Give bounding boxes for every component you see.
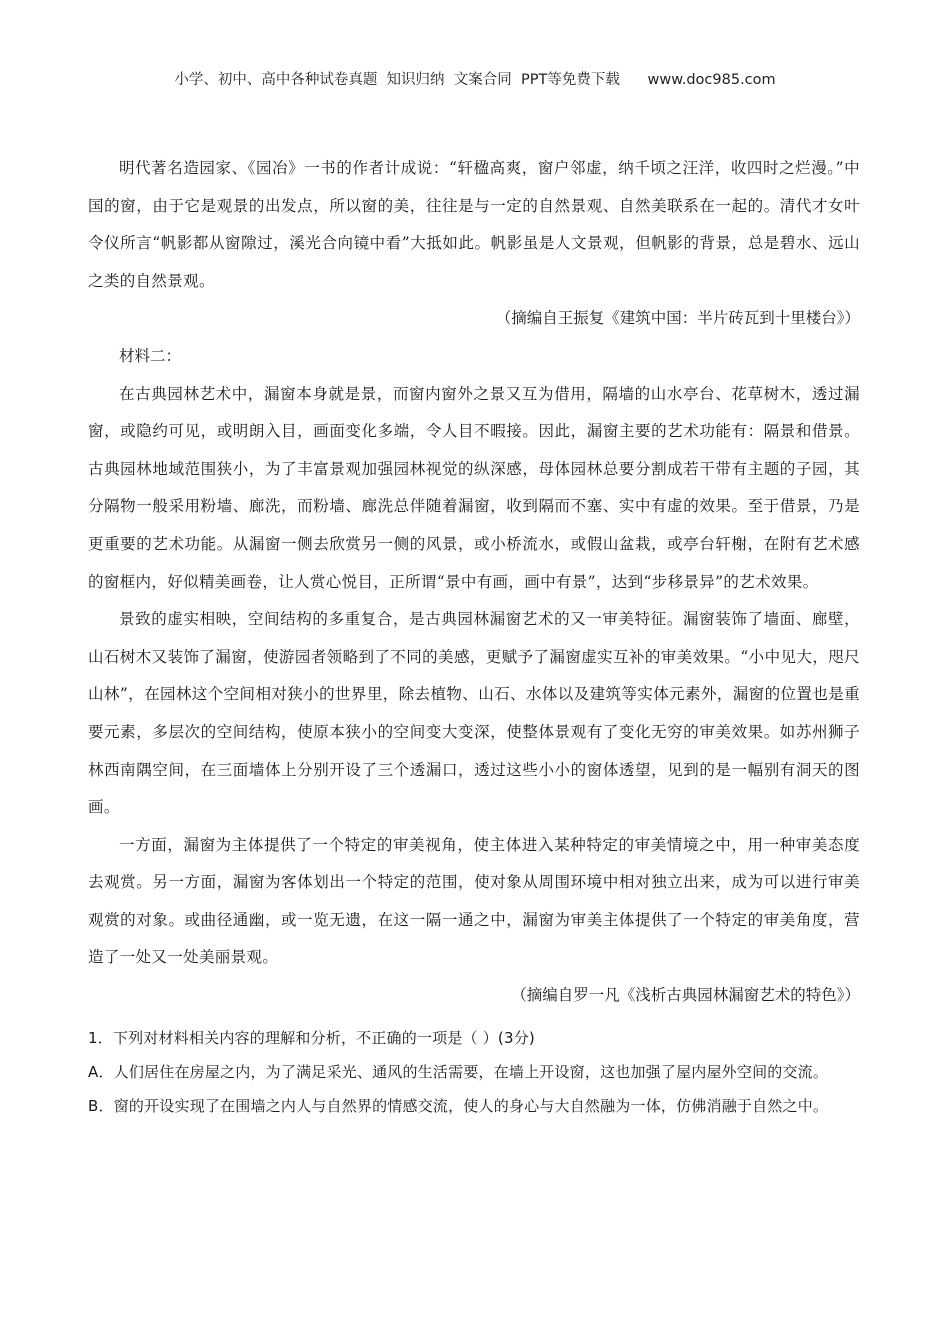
site-header: 小学、初中、高中各种试卷真题 知识归纳 文案合同 PPT等免费下载 www.doc985.com (174, 72, 776, 88)
option-a: A．人们居住在房屋之内，为了满足采光、通风的生活需要，在墙上开设窗，这也加强了屋内屋外空间的交流。 (88, 1062, 829, 1081)
material2-paragraph-3: 一方面，漏窗为主体提供了一个特定的审美视角，使主体进入某种特定的审美情境之中，用一种审美态度去观赏。另一方面，漏窗为客体划出一个特定的范围，使对象从周围环境中相对独立出来，成为可以进行审美观赏的对象。或曲径通幽，或一览无遗，在这一隔一通之中，漏窗为审美主体提供了一个特定的审美角度，营造了一处又一处美丽景观。 (88, 835, 860, 967)
question-block (88, 1021, 860, 1123)
option-b: B．窗的开设实现了在围墙之内人与自然界的情感交流，使人的身心与大自然融为一体，仿佛消融于自然之中。 (88, 1096, 829, 1115)
material1-paragraph: 明代著名造园家、《园冶》一书的作者计成说：“轩楹高爽，窗户邻虚，纳千顷之汪洋，收四时之烂漫。”中国的窗，由于它是观景的出发点，所以窗的美，往往是与一定的自然景观、自然美联系在一起的。清代才女叶令仪所言“帆影都从窗隙过，溪光合向镜中看”大抵如此。帆影虽是人文景观，但帆影的背景，总是碧水、远山之类的自然景观。 (88, 159, 860, 290)
question-stem: 1．下列对材料相关内容的理解和分析，不正确的一项是（ ）(3分) (88, 1028, 535, 1047)
material2-label: 材料二： (119, 346, 182, 365)
material2-source: （摘编自罗一凡《浅析古典园林漏窗艺术的特色》） (511, 986, 860, 1005)
material1-source: （摘编自王振复《建筑中国：半片砖瓦到十里楼台》） (495, 309, 860, 328)
document-body (88, 150, 860, 1123)
material2-paragraph-1: 在古典园林艺术中，漏窗本身就是景，而窗内窗外之景又互为借用，隔墙的山水亭台、花草树木，透过漏窗，或隐约可见，或明朗入目，画面变化多端，令人目不暇接。因此，漏窗主要的艺术功能有：隔景和借景。古典园林地域范围狭小，为了丰富景观加强园林视觉的纵深感，母体园林总要分割成若干带有主题的子园，其分隔物一般采用粉墙、廊洗，而粉墙、廊洗总伴随着漏窗，收到隔而不塞、实中有虚的效果。至于借景，乃是更重要的艺术功能。从漏窗一侧去欣赏另一侧的风景，或小桥流水，或假山盆栽，或亭台轩榭，在附有艺术感的窗框内，好似精美画卷，让人赏心悦目，正所谓“景中有画，画中有景”，达到“步移景异”的艺术效果。 (88, 384, 860, 591)
material2-paragraph-2: 景致的虚实相映，空间结构的多重复合，是古典园林漏窗艺术的又一审美特征。漏窗装饰了墙面、廊壁，山石树木又装饰了漏窗，使游园者领略到了不同的美感，更赋予了漏窗虚实互补的审美效果。“小中见大，咫尺山林”，在园林这个空间相对狭小的世界里，除去植物、山石、水体以及建筑等实体元素外，漏窗的位置也是重要元素，多层次的空间结构，使原本狭小的空间变大变深，使整体景观有了变化无穷的审美效果。如苏州狮子林西南隅空间，在三面墙体上分别开设了三个透漏口，透过这些小小的窗体透望，见到的是一幅别有洞天的图画。 (88, 610, 860, 817)
